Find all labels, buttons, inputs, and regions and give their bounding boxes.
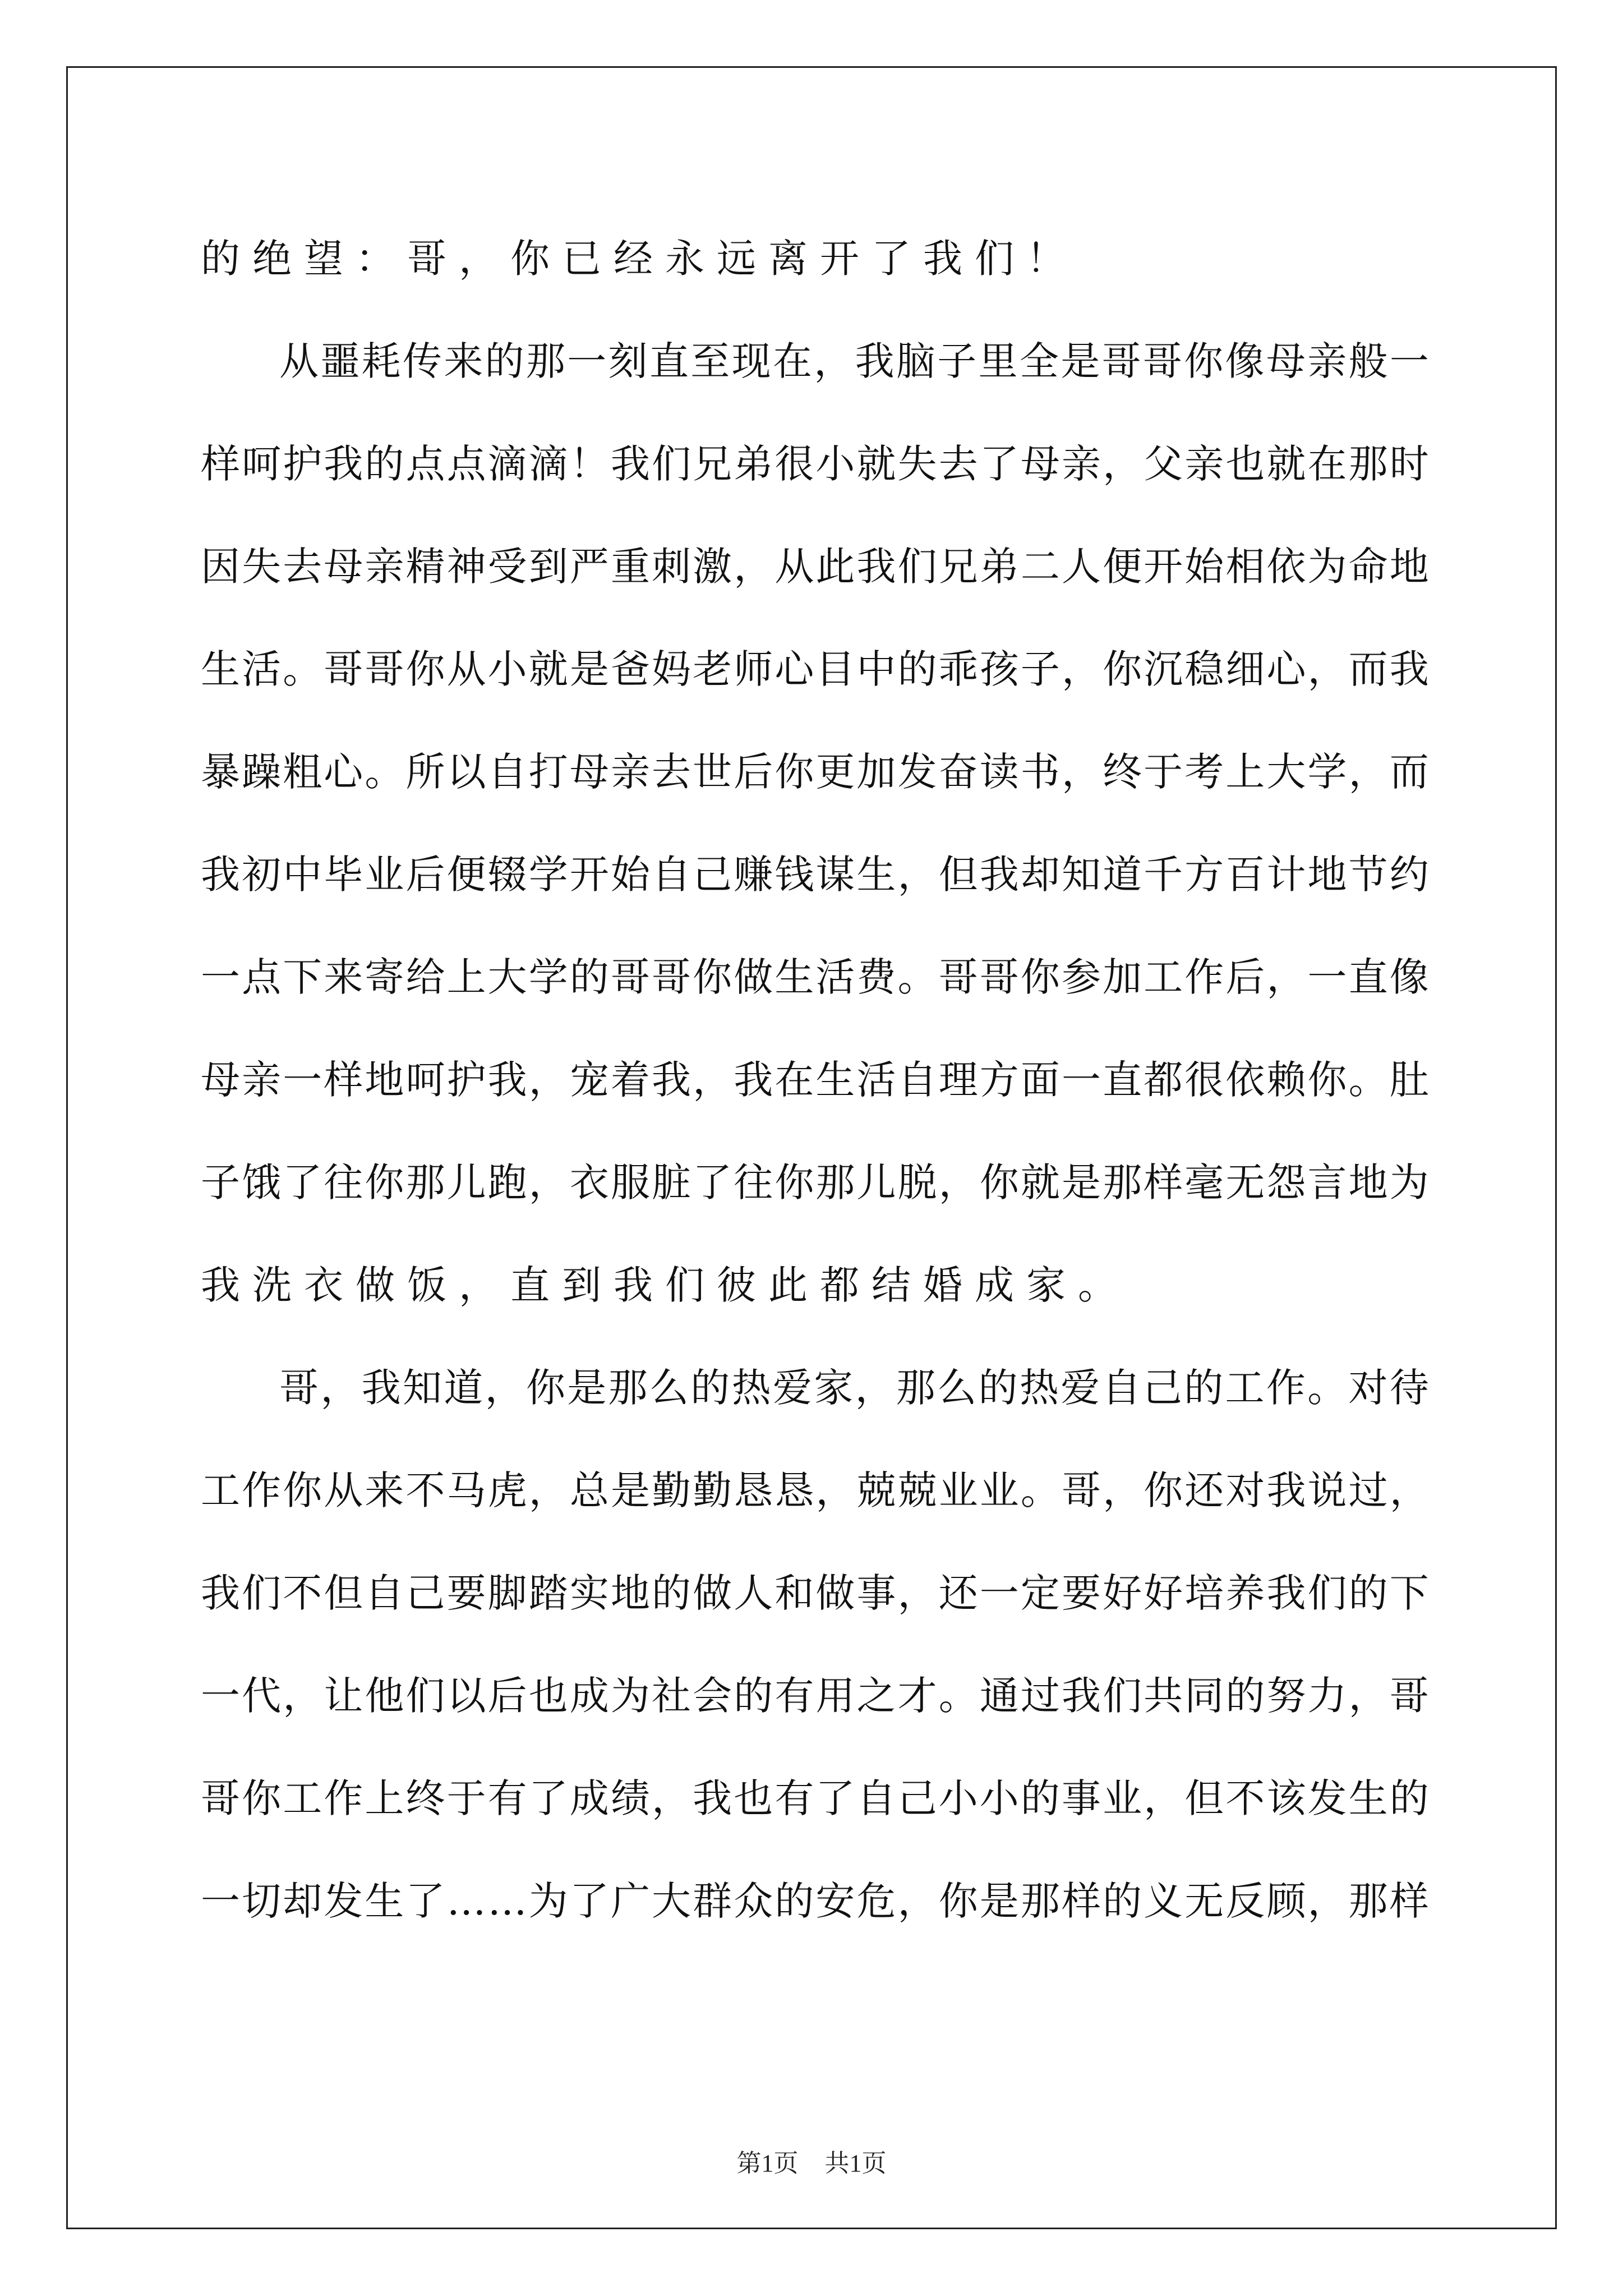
text-line: 哥 你 工 作 上 终 于 有 了 成 绩 ， 我 也 有 了 自 己 小 小 的 事 业 ， 但 不 该 发 生 的 bbox=[201, 1775, 1429, 1821]
paragraph-start-line: 哥 ， 我 知 道 ， 你 是 那 么 的 热 爱 家 ， 那 么 的 热 爱 自 己 的 工 作 。 对 待 bbox=[279, 1365, 1429, 1411]
text-line: 一 点 下 来 寄 给 上 大 学 的 哥 哥 你 做 生 活 费 。 哥 哥 你 参 加 工 作 后 ， 一 直 像 bbox=[201, 954, 1429, 1000]
page-footer bbox=[0, 2143, 1623, 2179]
text-line: 暴 躁 粗 心 。 所 以 自 打 母 亲 去 世 后 你 更 加 发 奋 读 书 ， 终 于 考 上 大 学 ， 而 bbox=[201, 749, 1429, 795]
text-line: 的绝望：哥，你已经永远离开了我们！ bbox=[201, 236, 1078, 282]
page-total: 共1页 bbox=[824, 2150, 887, 2177]
text-line: 生 活 。 哥 哥 你 从 小 就 是 爸 妈 老 师 心 目 中 的 乖 孩 子 ， 你 沉 稳 细 心 ， 而 我 bbox=[201, 646, 1429, 692]
text-line: 我洗衣做饭，直到我们彼此都结婚成家。 bbox=[201, 1262, 1129, 1308]
text-line: 我 们 不 但 自 己 要 脚 踏 实 地 的 做 人 和 做 事 ， 还 一 定 要 好 好 培 养 我 们 的 下 bbox=[201, 1570, 1429, 1616]
text-line: 一 切 却 发 生 了 … … 为 了 广 大 群 众 的 安 危 ， 你 是 那 样 的 义 无 反 顾 ， 那 样 bbox=[201, 1878, 1429, 1924]
page-number: 第1页 bbox=[736, 2150, 799, 2177]
text-line: 样 呵 护 我 的 点 点 滴 滴 ！ 我 们 兄 弟 很 小 就 失 去 了 母 亲 ， 父 亲 也 就 在 那 时 bbox=[201, 441, 1429, 487]
text-line: 因 失 去 母 亲 精 神 受 到 严 重 刺 激 ， 从 此 我 们 兄 弟 二 人 便 开 始 相 依 为 命 地 bbox=[201, 544, 1429, 590]
text-line: 母 亲 一 样 地 呵 护 我 ， 宠 着 我 ， 我 在 生 活 自 理 方 面 一 直 都 很 依 赖 你 。 肚 bbox=[201, 1057, 1429, 1103]
text-line: 一 代 ， 让 他 们 以 后 也 成 为 社 会 的 有 用 之 才 。 通 过 我 们 共 同 的 努 力 ， 哥 bbox=[201, 1673, 1429, 1719]
text-line: 我 初 中 毕 业 后 便 辍 学 开 始 自 己 赚 钱 谋 生 ， 但 我 却 知 道 千 方 百 计 地 节 约 bbox=[201, 852, 1429, 898]
text-line: 子 饿 了 往 你 那 儿 跑 ， 衣 服 脏 了 往 你 那 儿 脱 ， 你 就 是 那 样 毫 无 怨 言 地 为 bbox=[201, 1159, 1429, 1205]
document-body bbox=[201, 208, 1429, 1953]
paragraph-start-line: 从 噩 耗 传 来 的 那 一 刻 直 至 现 在 ， 我 脑 子 里 全 是 哥 哥 你 像 母 亲 般 一 bbox=[279, 338, 1429, 384]
text-line: 工 作 你 从 来 不 马 虎 ， 总 是 勤 勤 恳 恳 ， 兢 兢 业 业 。 哥 ， 你 还 对 我 说 过 ， bbox=[201, 1467, 1429, 1513]
